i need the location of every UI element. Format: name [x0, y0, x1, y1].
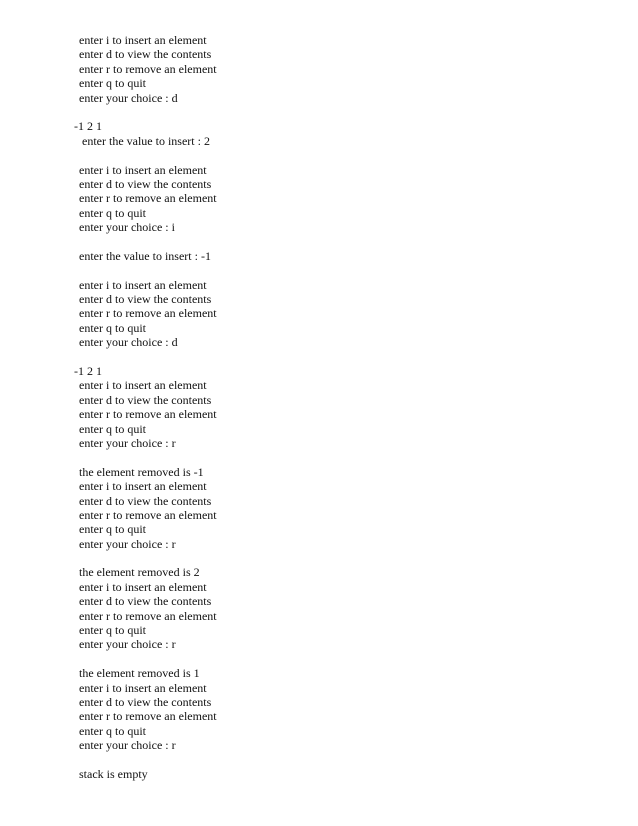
- menu-quit-line: enter q to quit: [79, 522, 146, 537]
- menu-quit-line: enter q to quit: [79, 421, 146, 436]
- menu-insert-line: enter i to insert an element: [79, 579, 207, 594]
- menu-view-line: enter d to view the contents: [79, 694, 212, 709]
- menu-insert-line: enter i to insert an element: [79, 33, 207, 47]
- stack-contents-output: -1 2 1: [74, 363, 102, 378]
- blank-line: [0, 263, 638, 277]
- removed-output: the element removed is 2: [79, 565, 200, 580]
- blank-line: [0, 551, 638, 565]
- choice-line: enter your choice : d: [79, 90, 178, 105]
- menu-quit-line: enter q to quit: [79, 76, 146, 91]
- choice-line: enter your choice : d: [79, 335, 178, 350]
- blank-line: [0, 450, 638, 464]
- menu-insert-line: enter i to insert an element: [79, 680, 207, 695]
- blank-line: [0, 105, 638, 119]
- menu-view-line: enter d to view the contents: [79, 176, 212, 191]
- insert-value-prompt: enter the value to insert : -1: [79, 248, 211, 263]
- menu-remove-line: enter r to remove an element: [79, 61, 217, 76]
- menu-remove-line: enter r to remove an element: [79, 191, 217, 206]
- blank-line: [0, 753, 638, 767]
- menu-view-line: enter d to view the contents: [79, 392, 212, 407]
- choice-line: enter your choice : r: [79, 738, 176, 753]
- menu-quit-line: enter q to quit: [79, 205, 146, 220]
- menu-view-line: enter d to view the contents: [79, 493, 212, 508]
- choice-line: enter your choice : i: [79, 220, 175, 235]
- menu-view-line: enter d to view the contents: [79, 292, 212, 307]
- menu-insert-line: enter i to insert an element: [79, 277, 207, 292]
- menu-insert-line: enter i to insert an element: [79, 378, 207, 393]
- menu-insert-line: enter i to insert an element: [79, 162, 207, 177]
- removed-output: the element removed is -1: [79, 464, 204, 479]
- menu-quit-line: enter q to quit: [79, 320, 146, 335]
- menu-remove-line: enter r to remove an element: [79, 709, 217, 724]
- choice-line: enter your choice : r: [79, 435, 176, 450]
- menu-view-line: enter d to view the contents: [79, 594, 212, 609]
- choice-line: enter your choice : r: [79, 536, 176, 551]
- menu-remove-line: enter r to remove an element: [79, 306, 217, 321]
- blank-line: [0, 234, 638, 248]
- menu-remove-line: enter r to remove an element: [79, 507, 217, 522]
- blank-line: [0, 652, 638, 666]
- removed-output: the element removed is 1: [79, 666, 200, 681]
- stack-contents-output: -1 2 1: [74, 119, 102, 134]
- menu-quit-line: enter q to quit: [79, 723, 146, 738]
- menu-view-line: enter d to view the contents: [79, 47, 212, 62]
- menu-remove-line: enter r to remove an element: [79, 407, 217, 422]
- blank-line: [0, 148, 638, 162]
- choice-line: enter your choice : r: [79, 637, 176, 652]
- blank-line: [0, 350, 638, 364]
- stack-empty-output: stack is empty: [79, 766, 148, 781]
- menu-insert-line: enter i to insert an element: [79, 479, 207, 494]
- insert-value-prompt: enter the value to insert : 2: [82, 133, 210, 148]
- console-transcript: [0, 33, 638, 781]
- menu-quit-line: enter q to quit: [79, 623, 146, 638]
- menu-remove-line: enter r to remove an element: [79, 608, 217, 623]
